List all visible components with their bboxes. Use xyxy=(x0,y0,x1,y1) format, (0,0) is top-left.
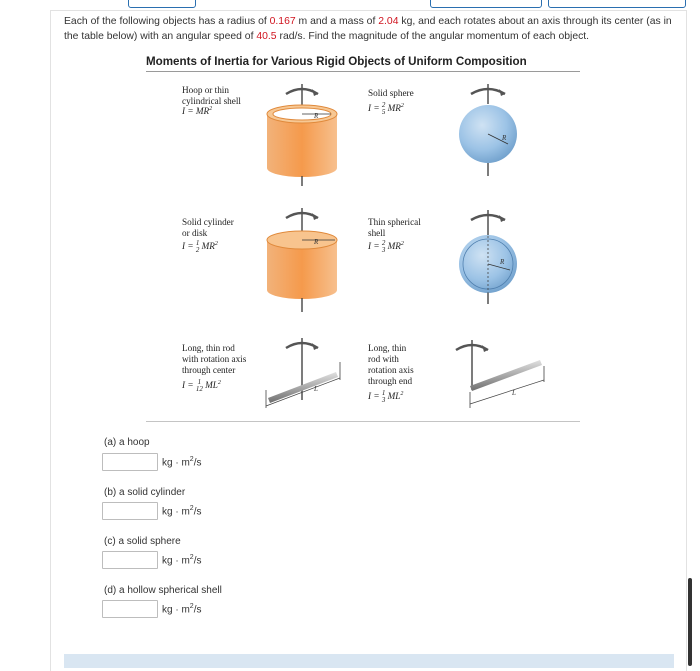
cell-solid-cylinder-formula: I = 1 2 $MR^2$ xyxy=(182,239,218,254)
svg-text:R: R xyxy=(500,258,505,266)
svg-text:R: R xyxy=(314,112,319,120)
cell-hoop-label: Hoop or thin cylindrical shell xyxy=(182,85,241,106)
rod-center-icon xyxy=(266,338,340,408)
answer-unit-b: kg · $m^2/s$ xyxy=(162,505,202,518)
question-b-label: (b) a solid cylinder xyxy=(104,487,186,498)
question-c-label: (c) a solid sphere xyxy=(104,536,181,547)
cell-solid-sphere-formula: I = 2 5 $MR^2$ xyxy=(368,101,404,116)
question-d-label: (d) a hollow spherical shell xyxy=(104,585,222,596)
problem-statement: Each of the following objects has a radius of 0.167 m and a mass of 2.04 kg, and each rotates about an axis through its center (as in the table below) with an angular speed of 40.5 rad/s. Find the magnitude of the angular momentum of each object. xyxy=(64,16,672,42)
cell-rod-end-label: Long, thin rod with rotation axis through end xyxy=(368,343,414,386)
hoop-icon xyxy=(267,84,337,186)
cell-solid-cylinder-label: Solid cylinder or disk xyxy=(182,217,234,238)
given-angular-speed: 40.5 xyxy=(256,31,277,42)
answer-input-c[interactable] xyxy=(102,551,158,569)
answer-input-b[interactable] xyxy=(102,502,158,520)
answer-unit-a: kg · $m^2/s$ xyxy=(162,456,202,469)
rod-end-icon xyxy=(456,340,544,408)
answer-input-d[interactable] xyxy=(102,600,158,618)
given-radius: 0.167 xyxy=(269,16,296,27)
cell-hoop-formula: $I = MR^2$ xyxy=(182,106,213,117)
answer-unit-c: kg · $m^2/s$ xyxy=(162,554,202,567)
cell-spherical-shell-label: Thin spherical shell xyxy=(368,217,421,238)
svg-text:R: R xyxy=(314,238,319,246)
figure-title: Moments of Inertia for Various Rigid Objects of Uniform Composition xyxy=(146,55,527,68)
cell-rod-center-formula: I = 1 12 $ML^2$ xyxy=(182,378,221,393)
solid-sphere-icon xyxy=(459,84,517,176)
svg-text:R: R xyxy=(502,134,507,142)
solid-cylinder-icon xyxy=(267,208,337,312)
answer-input-a[interactable] xyxy=(102,453,158,471)
cell-rod-end-formula: I = 1 3 $ML^2$ xyxy=(368,389,404,404)
question-a-label: (a) a hoop xyxy=(104,437,150,448)
spherical-shell-icon xyxy=(459,210,517,304)
cell-rod-center-label: Long, thin rod with rotation axis through center xyxy=(182,343,247,375)
svg-text:L: L xyxy=(512,389,516,397)
answer-unit-d: kg · $m^2/s$ xyxy=(162,603,202,616)
given-mass: 2.04 xyxy=(378,16,399,27)
cell-spherical-shell-formula: I = 2 3 $MR^2$ xyxy=(368,239,404,254)
svg-text:L: L xyxy=(314,385,318,393)
scrollbar[interactable] xyxy=(688,578,692,666)
cell-solid-sphere-label: Solid sphere xyxy=(368,88,414,98)
